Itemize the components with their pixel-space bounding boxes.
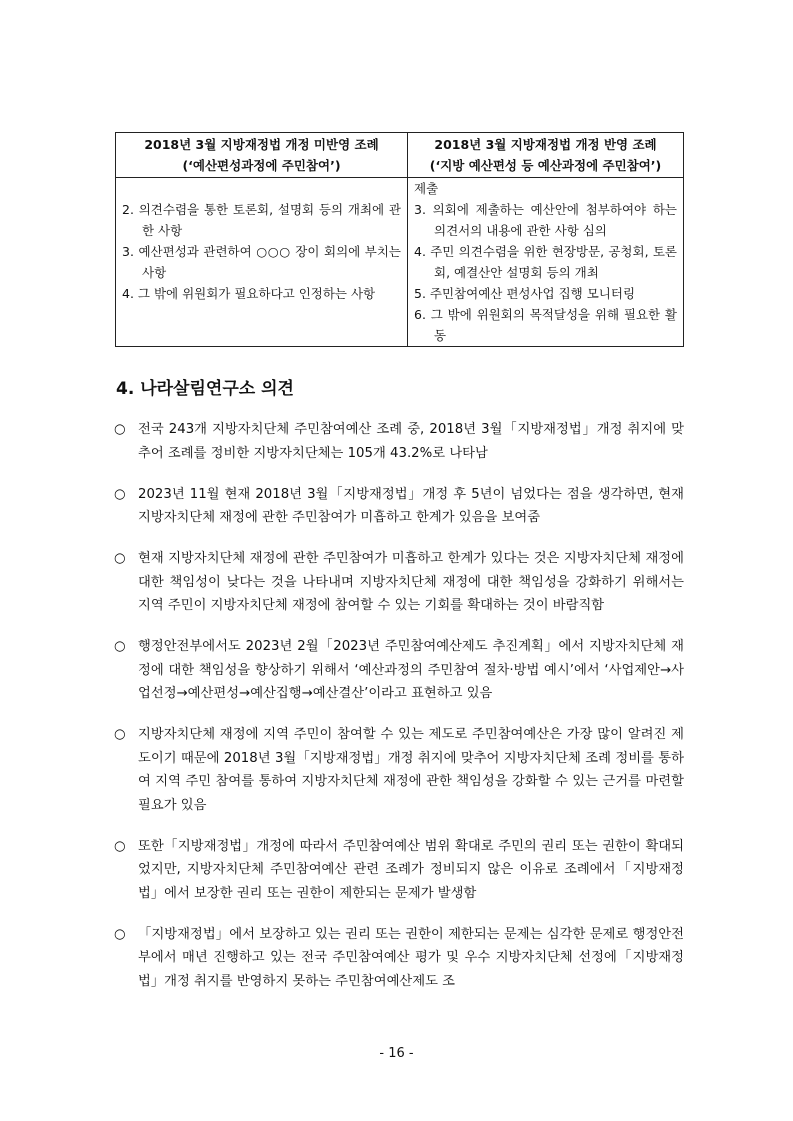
right-item-continuation: 제출	[414, 181, 439, 196]
right-item-list	[414, 178, 677, 346]
circle-bullet-icon: ○	[114, 639, 126, 654]
left-item: 3. 예산편성과 관련하여 ○○○ 장이 회의에 부치는 사항	[122, 244, 401, 280]
paragraph-text: 전국 243개 지방자치단체 주민참여예산 조례 중, 2018년 3월「지방재정법」개정 취지에 맞추어 조례를 정비한 지방자치단체는 105개 43.2%로 나타남	[138, 422, 684, 461]
right-item: 5. 주민참여예산 편성사업 집행 모니터링	[414, 286, 636, 301]
opinion-paragraphs	[114, 418, 684, 1011]
right-item: 3. 의회에 제출하는 예산안에 첨부하여야 하는 의견서의 내용에 관한 사항 심의	[414, 202, 677, 238]
circle-bullet-icon: ○	[114, 727, 126, 742]
table-cell-right	[408, 178, 684, 347]
page-number: - 16 -	[379, 1046, 414, 1061]
right-item: 6. 그 밖에 위원회의 목적달성을 위해 필요한 활동	[414, 307, 677, 343]
paragraph-item	[114, 418, 684, 465]
circle-bullet-icon: ○	[114, 838, 126, 854]
left-item: 4. 그 밖에 위원회가 필요하다고 인정하는 사항	[122, 286, 376, 301]
right-header-title: 2018년 3월 지방재정법 개정 반영 조례	[434, 137, 657, 152]
circle-bullet-icon: ○	[114, 422, 126, 437]
paragraph-text: 「지방재정법」에서 보장하고 있는 권리 또는 권한이 제한되는 문제는 심각한 문제로 행정안전부에서 매년 진행하고 있는 전국 주민참여예산 평가 및 우수 지방자치단체 선정에「지방재정법」개정 취지를 반영하지 못하는 주민참여예산제도 조	[138, 926, 684, 989]
paragraph-text: 현재 지방자치단체 재정에 관한 주민참여가 미흡하고 한계가 있다는 것은 지방자치단체 재정에 대한 책임성이 낮다는 것을 나타내며 지방자치단체 재정에 대한 책임성을 강화하기 위해서는 지역 주민이 지방자치단체 재정에 참여할 수 있는 기회를 확대하는 것이 바람직함	[138, 551, 684, 613]
section-title: 4. 나라살림연구소 의견	[116, 379, 294, 399]
comparison-table	[115, 132, 684, 347]
right-header-subtitle: (‘지방 예산편성 등 예산과정에 주민참여’)	[429, 158, 662, 173]
paragraph-text: 또한「지방재정법」개정에 따라서 주민참여예산 범위 확대로 주민의 권리 또는 권한이 확대되었지만, 지방자치단체 주민참여예산 관련 조례가 정비되지 않은 이유로 조례에서「지방재정법」에서 보장한 권리 또는 권한이 제한되는 문제가 발생함	[138, 838, 684, 901]
table-header-row	[116, 133, 684, 178]
left-item-list	[122, 199, 401, 304]
left-item: 2. 의견수렴을 통한 토론회, 설명회 등의 개최에 관한 사항	[122, 202, 401, 238]
circle-bullet-icon: ○	[114, 551, 126, 566]
table-cell-left	[116, 178, 408, 347]
left-header-title: 2018년 3월 지방재정법 개정 미반영 조례	[144, 137, 379, 152]
table-header-right	[408, 133, 684, 178]
paragraph-text: 행정안전부에서도 2023년 2월「2023년 주민참여예산제도 추진계획」에서 지방자치단체 재정에 대한 책임성을 향상하기 위해서 ‘예산과정의 주민참여 절차·방법 예시’에서 ‘사업제안→사업선정→예산편성→예산집행→예산결산’이라고 표현하고 있음	[138, 639, 684, 701]
table-header-left	[116, 133, 408, 178]
paragraph-text: 지방자치단체 재정에 지역 주민이 참여할 수 있는 제도로 주민참여예산은 가장 많이 알려진 제도이기 때문에 2018년 3월「지방재정법」개정 취지에 맞추어 지방자치단체 조례 정비를 통하여 지역 주민 참여를 통하여 지방자치단체 재정에 관한 책임성을 강화할 수 있는 근거를 마련할 필요가 있음	[138, 727, 684, 813]
paragraph-item	[114, 923, 684, 994]
paragraph-item	[114, 835, 684, 906]
paragraph-text: 2023년 11월 현재 2018년 3월「지방재정법」개정 후 5년이 넘었다는 점을 생각하면, 현재 지방자치단체 재정에 관한 주민참여가 미흡하고 한계가 있음을 보여줌	[138, 486, 684, 525]
table-body-row	[116, 178, 684, 347]
paragraph-item	[114, 635, 684, 706]
circle-bullet-icon: ○	[114, 926, 126, 942]
paragraph-item	[114, 547, 684, 618]
paragraph-item	[114, 723, 684, 817]
circle-bullet-icon: ○	[114, 486, 126, 502]
paragraph-item	[114, 483, 684, 530]
right-item: 4. 주민 의견수렴을 위한 현장방문, 공청회, 토론회, 예결산안 설명회 등의 개최	[414, 244, 677, 280]
left-header-subtitle: (‘예산편성과정에 주민참여’)	[182, 158, 341, 173]
